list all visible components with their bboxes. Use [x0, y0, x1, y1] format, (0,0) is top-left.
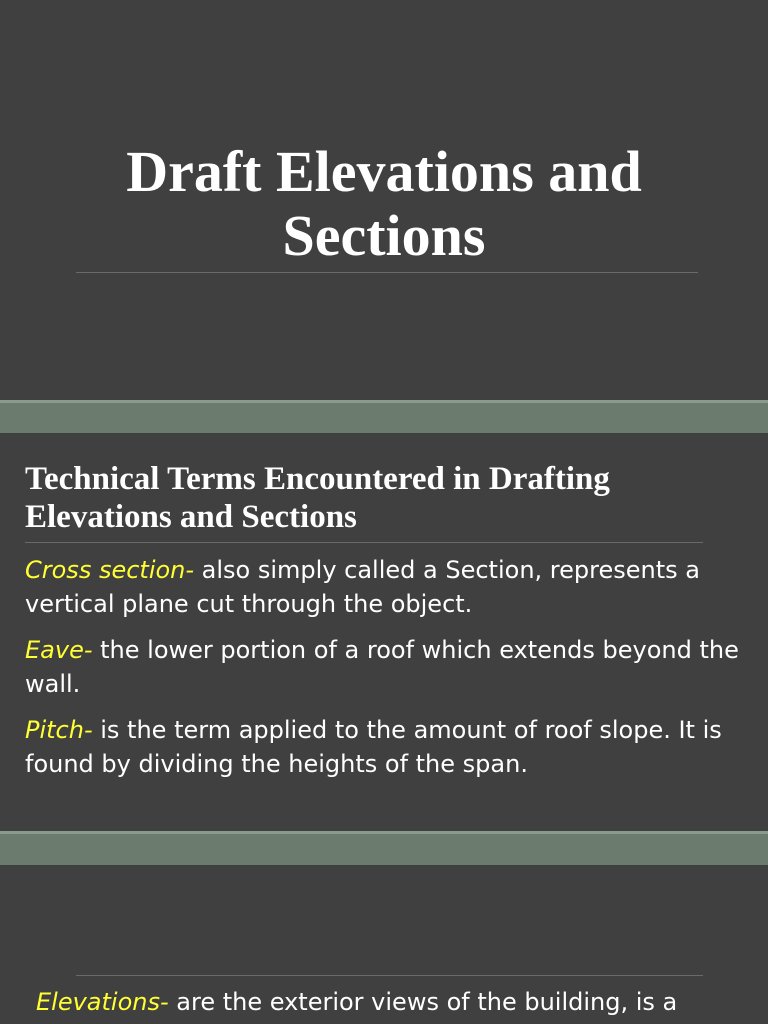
heading-line-2: Elevations and Sections: [25, 499, 357, 535]
term-label: Elevations-: [36, 988, 169, 1016]
term-definition: is the term applied to the amount of roof slope. It is found by dividing the heights of the span.: [25, 716, 722, 778]
section-heading: [25, 460, 725, 536]
term-item-eave: [25, 633, 750, 701]
term-label: Eave-: [25, 636, 93, 664]
slide-elevations: [0, 865, 768, 1024]
term-item-cross-section: [25, 553, 750, 621]
title-divider: [76, 272, 698, 273]
heading-divider: [25, 542, 703, 543]
heading-line-1: Technical Terms Encountered in Drafting: [25, 461, 610, 497]
slide-separator-band: [0, 831, 768, 865]
term-label: Cross section-: [25, 556, 195, 584]
term-definition: the lower portion of a roof which extends beyond the wall.: [25, 636, 739, 698]
term-item-pitch: [25, 713, 750, 781]
title-line-1: Draft Elevations and: [126, 139, 642, 204]
slide3-divider: [76, 975, 703, 976]
term-definition: are the exterior views of the building, is a: [168, 988, 678, 1016]
term-label: Pitch-: [25, 716, 93, 744]
title-line-2: Sections: [282, 203, 486, 268]
slide-separator-band: [0, 400, 768, 433]
term-definition: also simply called a Section, represents a vertical plane cut through the object.: [25, 556, 700, 618]
term-item-elevations: [36, 985, 756, 1019]
slide-title: [0, 0, 768, 400]
slide-title-text: [0, 140, 768, 268]
